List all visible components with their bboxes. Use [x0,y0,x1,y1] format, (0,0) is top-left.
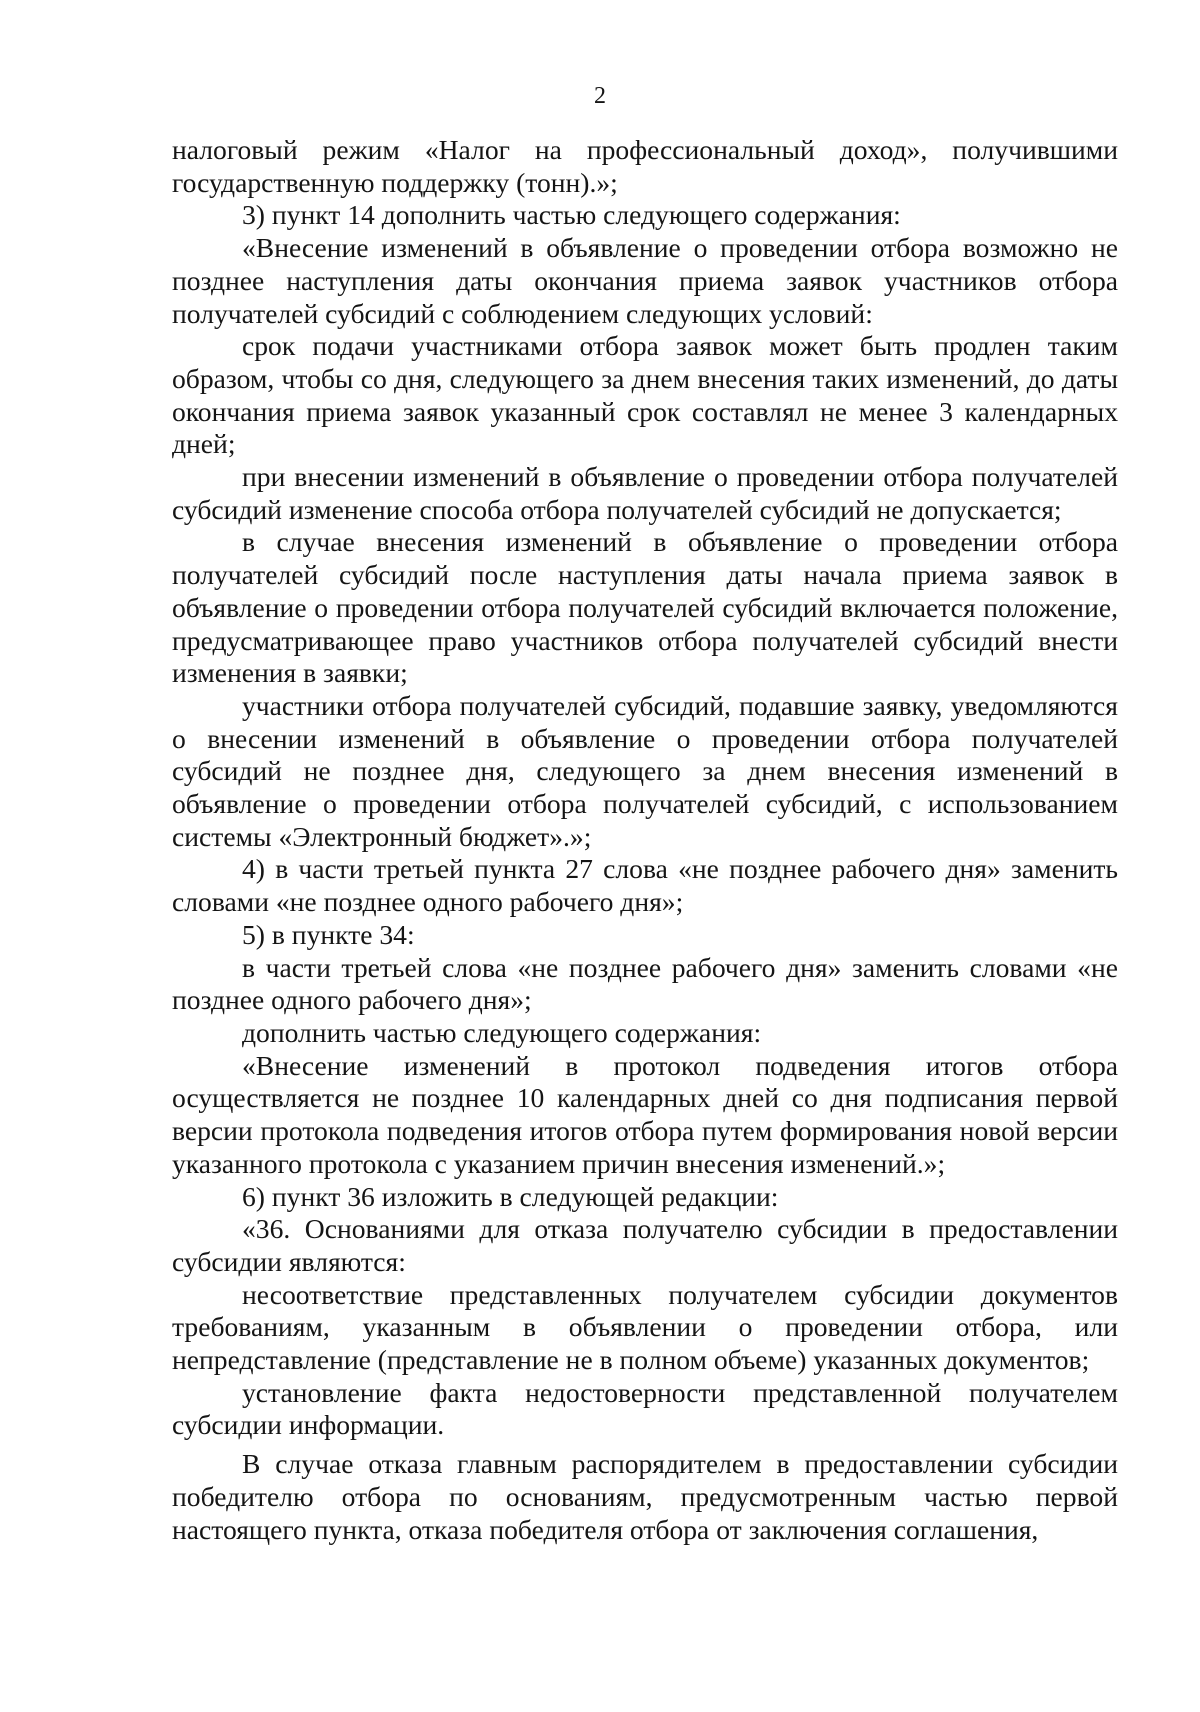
paragraph-5: при внесении изменений в объявление о проведении отбора получателей субсидий изменение способа отбора получателей субсидий не допускается; [172,461,1118,525]
paragraph-14: «36. Основаниями для отказа получателю субсидии в предоставлении субсидии являются: [172,1213,1118,1277]
paragraph-7: участники отбора получателей субсидий, подавшие заявку, уведомляются о внесении изменений в объявление о проведении отбора получателей субсидий не позднее дня, следующего за днем внесения изменений в объявление о проведении отбора получателей субсидий, с использованием системы «Электронный бюджет».»; [172,689,1118,852]
paragraph-11: дополнить частью следующего содержания: [242,1016,762,1048]
paragraph-13: 6) пункт 36 изложить в следующей редакции: [242,1180,779,1212]
paragraph-17: В случае отказа главным распорядителем в предоставлении субсидии победителю отбора по основаниям, предусмотренным частью первой настоящего пункта, отказа победителя отбора от заключения соглашения, [172,1448,1118,1545]
paragraph-4: срок подачи участниками отбора заявок может быть продлен таким образом, чтобы со дня, следующего за днем внесения таких изменений, до даты окончания приема заявок указанный срок составлял не менее 3 календарных дней; [172,330,1118,460]
paragraph-15: несоответствие представленных получателем субсидии документов требованиям, указанным в объявлении о проведении отбора, или непредставление (представление не в полном объеме) указанных документов; [172,1278,1118,1376]
page-number: 2 [594,83,606,109]
paragraph-10: в части третьей слова «не позднее рабочего дня» заменить словами «не позднее одного рабочего дня»; [172,951,1118,1016]
paragraph-1: налоговый режим «Налог на профессиональный доход», получившими государственную поддержку (тонн).»; [172,134,1118,198]
paragraph-12: «Внесение изменений в протокол подведения итогов отбора осуществляется не позднее 10 календарных дней со дня подписания первой версии протокола подведения итогов отбора путем формирования новой версии указанного протокола с указанием причин внесения изменений.»; [172,1049,1118,1179]
paragraph-2: 3) пункт 14 дополнить частью следующего содержания: [242,199,901,231]
paragraph-6: в случае внесения изменений в объявление о проведении отбора получателей субсидий после наступления даты начала приема заявок в объявление о проведении отбора получателей субсидий включается положение, предусматривающее право участников отбора получателей субсидий внести изменения в заявки; [172,526,1118,689]
paragraph-3: «Внесение изменений в объявление о проведении отбора возможно не позднее наступления даты окончания приема заявок участников отбора получателей субсидий с соблюдением следующих условий: [172,232,1118,329]
paragraph-16: установление факта недостоверности представленной получателем субсидии информации. [172,1376,1118,1441]
document-body [172,134,1118,1546]
paragraph-8: 4) в части третьей пункта 27 слова «не позднее рабочего дня» заменить словами «не позднее одного рабочего дня»; [172,853,1118,918]
paragraph-9: 5) в пункте 34: [242,918,415,950]
